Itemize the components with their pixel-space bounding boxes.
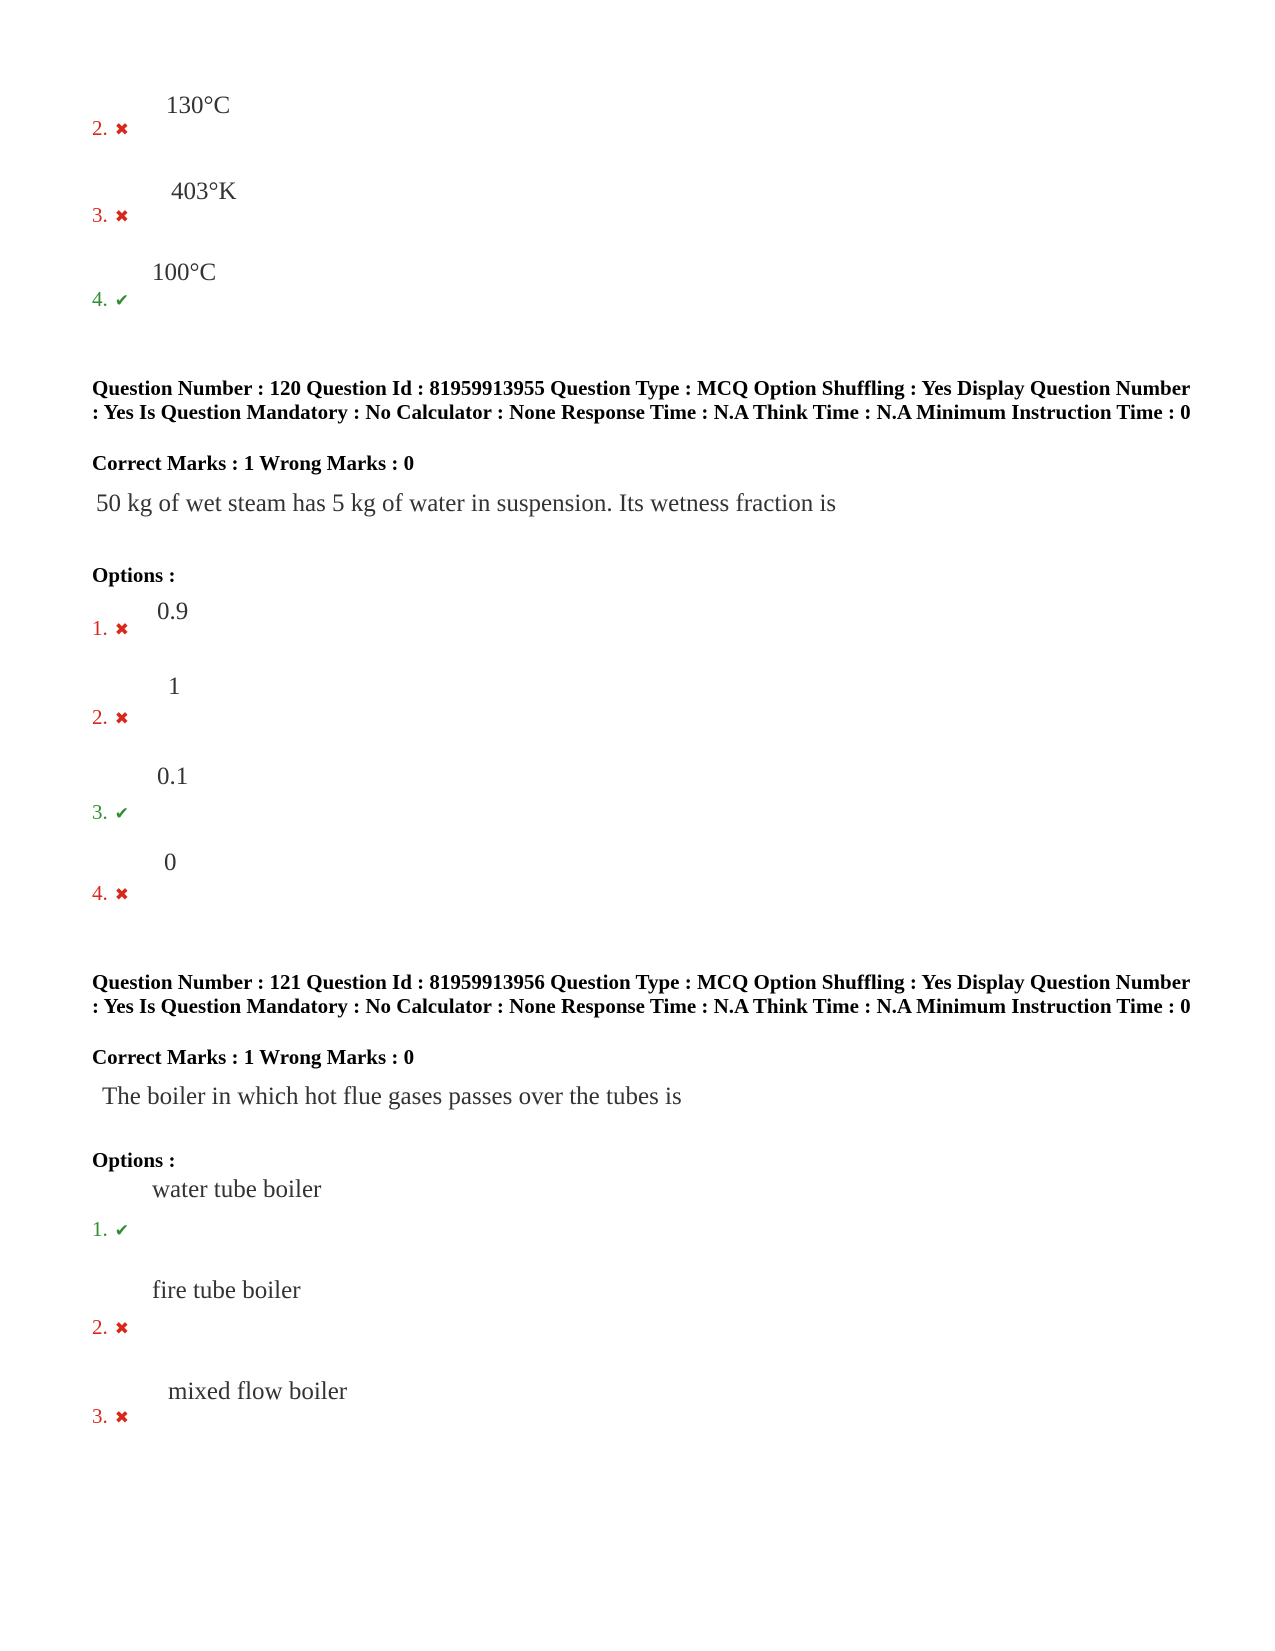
option-number [92, 1217, 129, 1242]
question-marks: Correct Marks : 1 Wrong Marks : 0 [92, 451, 415, 475]
option-number-label: 2. [92, 116, 108, 140]
cross-icon: ✖ [114, 120, 129, 139]
question-stem: The boiler in which hot flue gases passes over the tubes is [102, 1083, 682, 1110]
option-text: water tube boiler [152, 1176, 322, 1203]
option-number-label: 1. [92, 616, 108, 640]
option-number [92, 705, 129, 730]
option-number-label: 3. [92, 1404, 108, 1428]
option-number [92, 116, 129, 141]
option-number [92, 881, 129, 906]
question-stem: 50 kg of wet steam has 5 kg of water in suspension. Its wetness fraction is [96, 490, 837, 517]
option-text: 0 [164, 849, 177, 876]
options-label: Options : [92, 563, 176, 587]
option-text: 0.1 [157, 763, 189, 790]
option-number-label: 4. [92, 881, 108, 905]
option-number-label: 4. [92, 287, 108, 311]
option-number [92, 1404, 129, 1429]
option-number [92, 800, 129, 825]
check-icon: ✔ [114, 1221, 129, 1240]
check-icon: ✔ [114, 804, 129, 823]
option-text: 100°C [152, 259, 217, 286]
option-number-label: 2. [92, 1315, 108, 1339]
question-marks: Correct Marks : 1 Wrong Marks : 0 [92, 1045, 415, 1069]
option-number-label: 3. [92, 203, 108, 227]
option-number-label: 1. [92, 1217, 108, 1241]
cross-icon: ✖ [114, 1319, 129, 1338]
option-number [92, 1315, 129, 1340]
option-number [92, 616, 129, 641]
question-meta: Question Number : 121 Question Id : 81959913956 Question Type : MCQ Option Shuffling : Yes Display Question Number : Yes Is Question Mandatory : No Calculator : None Response Time : N.A Think Time : N.A Minimum Instruction Time : 0 [92, 970, 1191, 1018]
option-text: 403°K [171, 178, 237, 205]
cross-icon: ✖ [114, 620, 129, 639]
option-number-label: 2. [92, 705, 108, 729]
cross-icon: ✖ [114, 885, 129, 904]
check-icon: ✔ [114, 291, 129, 310]
option-number-label: 3. [92, 800, 108, 824]
cross-icon: ✖ [114, 709, 129, 728]
option-text: 0.9 [157, 598, 189, 625]
cross-icon: ✖ [114, 207, 129, 226]
option-number [92, 287, 129, 312]
option-text: 1 [168, 673, 181, 700]
question-meta: Question Number : 120 Question Id : 81959913955 Question Type : MCQ Option Shuffling : Yes Display Question Number : Yes Is Question Mandatory : No Calculator : None Response Time : N.A Think Time : N.A Minimum Instruction Time : 0 [92, 376, 1191, 424]
option-text: 130°C [166, 92, 231, 119]
options-label: Options : [92, 1148, 176, 1172]
option-text: mixed flow boiler [168, 1378, 348, 1405]
option-number [92, 203, 129, 228]
cross-icon: ✖ [114, 1408, 129, 1427]
option-text: fire tube boiler [152, 1277, 301, 1304]
